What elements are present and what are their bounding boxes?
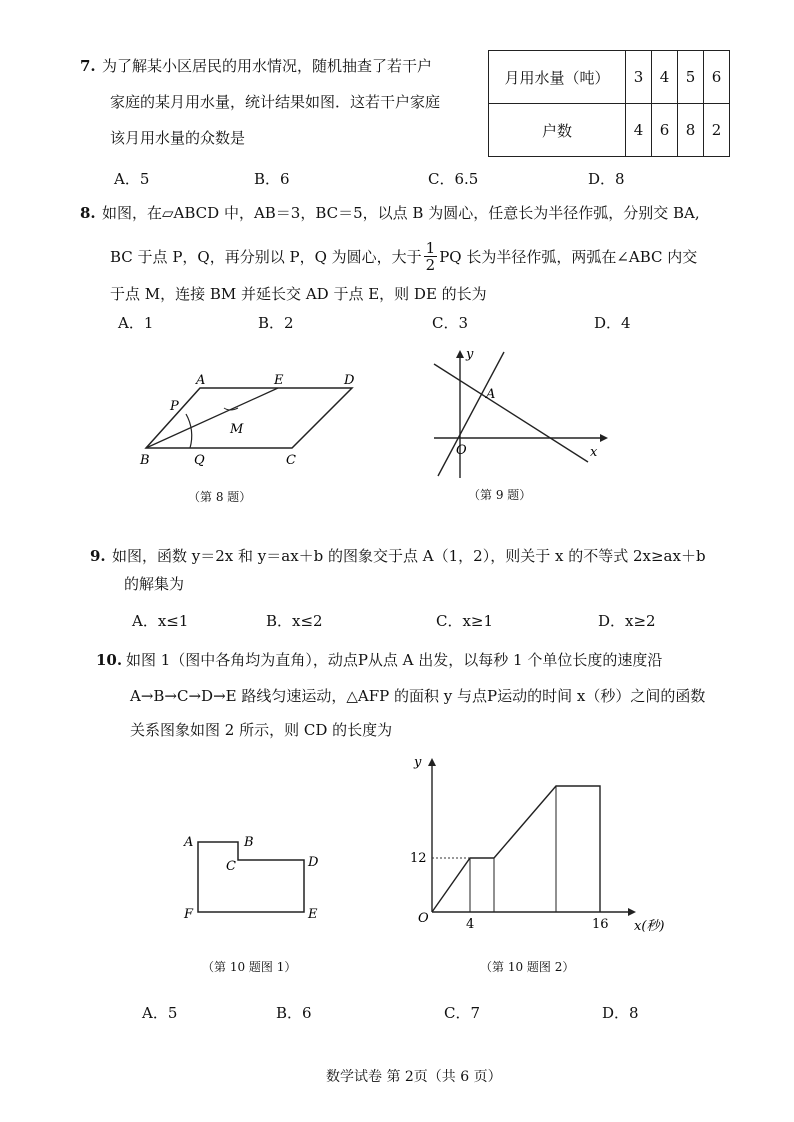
table-cell: 6 — [652, 104, 678, 157]
table-cell: 3 — [626, 51, 652, 104]
label-a: A — [486, 387, 496, 402]
q8-choice-a[interactable]: A．1 — [118, 314, 154, 332]
q7-line3: 该月用水量的众数是 — [110, 129, 246, 147]
fraction-denominator: 2 — [425, 256, 436, 274]
fraction-numerator: 1 — [425, 239, 436, 257]
water-usage-table — [488, 50, 730, 157]
q9-caption: （第 9 题） — [468, 488, 532, 502]
q7-number: 7. — [80, 57, 96, 75]
q10-choice-c[interactable]: C．7 — [444, 1004, 481, 1022]
q10-choice-a[interactable]: A．5 — [142, 1004, 178, 1022]
q7-choice-b[interactable]: B．6 — [254, 170, 290, 188]
half-fraction — [424, 240, 438, 273]
label-c: C — [226, 859, 236, 874]
table-cell: 4 — [626, 104, 652, 157]
q9-choice-c[interactable]: C．x≥1 — [436, 612, 494, 630]
q7-choice-c[interactable]: C．6.5 — [428, 170, 479, 188]
x-axis-arrow — [628, 908, 636, 916]
label-q: Q — [194, 453, 205, 468]
q10-figure1 — [176, 826, 326, 926]
q7-line2: 家庭的某月用水量，统计结果如图．这若干户家庭 — [110, 93, 441, 111]
q8-line1: 如图，在▱ABCD 中，AB＝3，BC＝5，以点 B 为圆心，任意长为半径作弧，分别交 BA, — [102, 204, 700, 222]
label-b: B — [244, 835, 254, 850]
q10-number: 10. — [96, 651, 123, 669]
table-header-usage: 月用水量（吨） — [489, 51, 626, 104]
q10-caption2: （第 10 题图 2） — [480, 960, 575, 974]
q9-number: 9. — [90, 547, 106, 565]
q10-line1: 如图 1（图中各角均为直角），动点P从点 A 出发，以每秒 1 个单位长度的速度沿 — [126, 651, 663, 669]
label-x: x — [590, 445, 598, 460]
label-4: 4 — [466, 917, 475, 932]
q9-choice-d[interactable]: D．x≥2 — [598, 612, 656, 630]
q8-line2-end: PQ 长为半径作弧，两弧在∠ABC 内交 — [439, 247, 698, 266]
q10-figure2 — [396, 752, 686, 936]
q9-choice-a[interactable]: A．x≤1 — [132, 612, 189, 630]
table-cell: 2 — [704, 104, 730, 157]
label-b: B — [140, 453, 150, 468]
q8-number: 8. — [80, 204, 96, 222]
q8-caption: （第 8 题） — [188, 490, 252, 504]
table-cell: 6 — [704, 51, 730, 104]
label-y: y — [466, 347, 474, 362]
y-axis-arrow — [428, 758, 436, 766]
label-a: A — [184, 835, 194, 850]
table-header-households: 户数 — [489, 104, 626, 157]
q8-line2-start: BC 于点 P，Q，再分别以 P，Q 为圆心，大于 — [110, 247, 422, 266]
label-16: 16 — [592, 917, 609, 932]
q9-choice-b[interactable]: B．x≤2 — [266, 612, 323, 630]
page-footer: 数学试卷 第 2页（共 6 页） — [326, 1069, 502, 1085]
q8-figure — [130, 370, 370, 470]
q9-line1: 如图，函数 y＝2x 和 y＝ax＋b 的图象交于点 A（1，2），则关于 x 的不等式 2x≥ax＋b — [112, 547, 706, 565]
table-cell: 8 — [678, 104, 704, 157]
q8-line2 — [110, 240, 697, 273]
y-axis-arrow — [456, 350, 464, 358]
label-y: y — [414, 755, 422, 770]
q10-choice-d[interactable]: D．8 — [602, 1004, 639, 1022]
label-f: F — [184, 907, 194, 922]
q9-figure — [420, 342, 610, 482]
parallelogram-abcd — [146, 388, 352, 448]
q10-line3: 关系图象如图 2 所示，则 CD 的长度为 — [130, 721, 393, 739]
label-12: 12 — [410, 851, 427, 866]
arc-pq — [186, 414, 192, 448]
table-cell: 4 — [652, 51, 678, 104]
x-axis-arrow — [600, 434, 608, 442]
q7-choice-a[interactable]: A．5 — [114, 170, 150, 188]
label-e: E — [308, 907, 318, 922]
line-y-2x — [438, 352, 504, 476]
label-o: O — [418, 911, 429, 926]
q9-line2: 的解集为 — [124, 575, 185, 593]
label-a: A — [196, 373, 206, 388]
label-d: D — [308, 855, 319, 870]
q8-choice-c[interactable]: C．3 — [432, 314, 469, 332]
label-d: D — [344, 373, 355, 388]
q7-choice-d[interactable]: D．8 — [588, 170, 625, 188]
l-shape-outline — [198, 842, 304, 912]
graph-line — [432, 786, 600, 912]
label-e: E — [274, 373, 284, 388]
q10-choice-b[interactable]: B．6 — [276, 1004, 312, 1022]
label-c: C — [286, 453, 296, 468]
q10-line2: A→B→C→D→E 路线匀速运动，△AFP 的面积 y 与点P运动的时间 x（秒）之间的函数 — [130, 687, 706, 705]
segment-be — [146, 388, 278, 448]
q10-caption1: （第 10 题图 1） — [202, 960, 297, 974]
table-cell: 5 — [678, 51, 704, 104]
label-p: P — [170, 399, 179, 414]
label-x-seconds: x(秒) — [634, 919, 665, 934]
q8-choice-d[interactable]: D．4 — [594, 314, 631, 332]
q7-line1: 为了解某小区居民的用水情况，随机抽查了若干户 — [102, 57, 433, 75]
q8-line3: 于点 M，连接 BM 并延长交 AD 于点 E，则 DE 的长为 — [110, 285, 487, 303]
label-m: M — [230, 422, 244, 437]
q8-choice-b[interactable]: B．2 — [258, 314, 294, 332]
label-o: O — [456, 443, 467, 458]
